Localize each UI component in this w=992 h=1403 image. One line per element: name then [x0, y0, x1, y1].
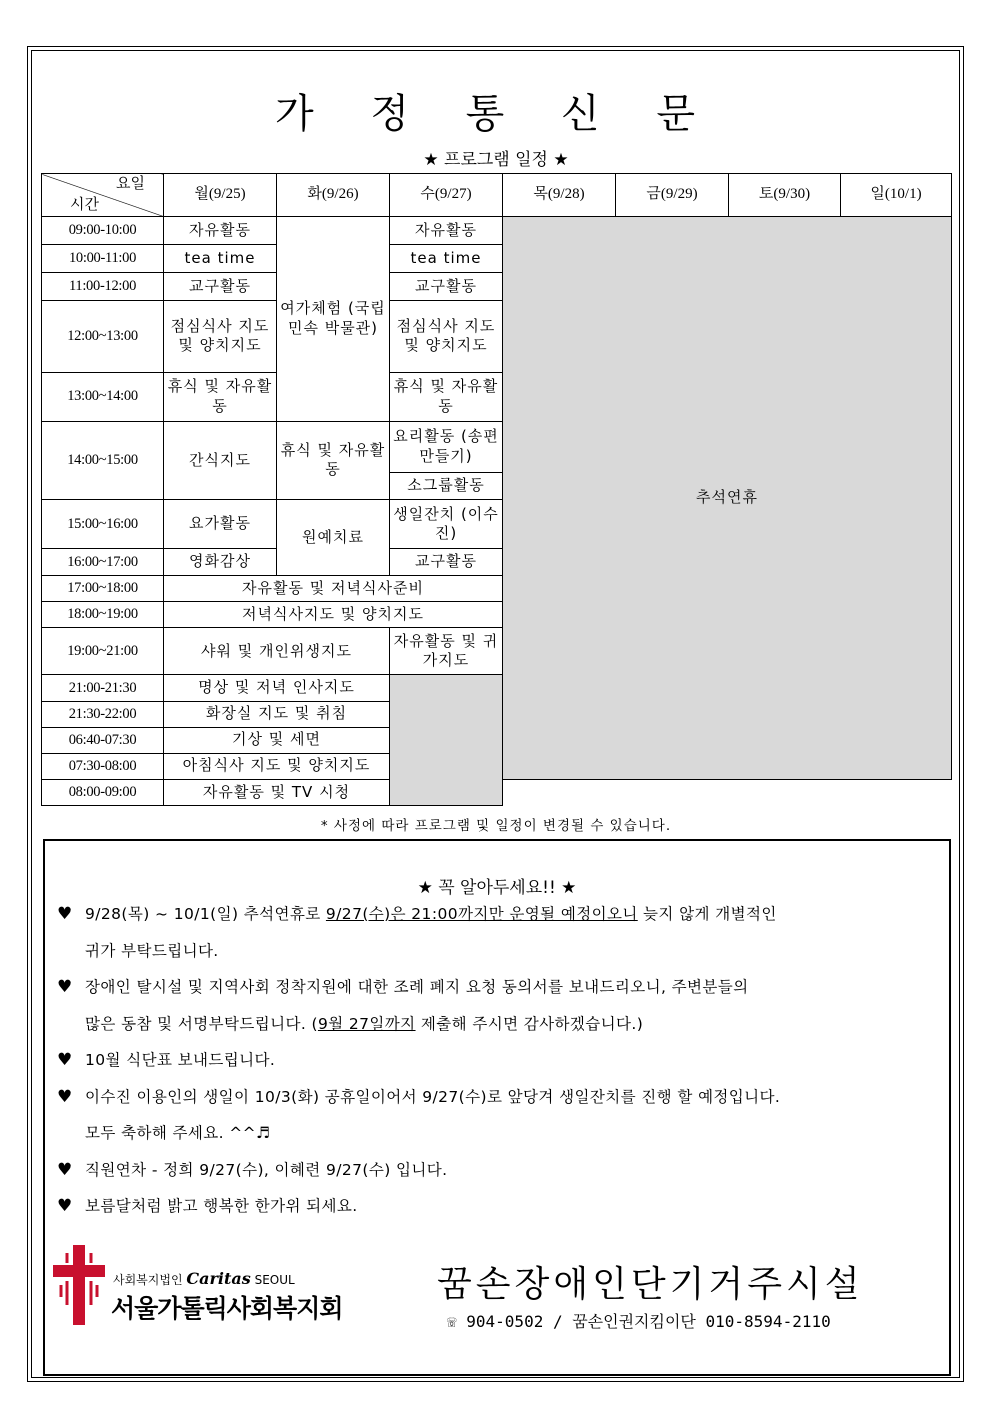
wed-birthday-activity: 생일잔치 (이수진): [390, 499, 503, 548]
heart-icon: ♥: [57, 904, 73, 924]
wed-activity: 교구활동: [390, 549, 503, 576]
span-activity: 저녁식사지도 및 양치지도: [164, 602, 503, 628]
span-activity: 샤워 및 개인위생지도: [164, 628, 390, 675]
time-cell: 06:40-07:30: [42, 727, 164, 753]
wed-cooking-activity: 요리활동 (송편만들기): [390, 421, 503, 472]
notice-text: 이수진 이용인의 생일이 10/3(화) 공휴일이어서 9/27(수)로 앞당겨 생일잔치를 진행 할 예정입니다.: [85, 1087, 781, 1106]
contact-info: ☏ 904-0502 / 꿈손인권지킴이단 010-8594-2110: [447, 1312, 831, 1331]
notice-title: ★ 꼭 알아두세요!! ★: [417, 878, 577, 898]
notice-list: [55, 896, 935, 1225]
wed-small-group-activity: 소그룹활동: [390, 472, 503, 499]
heart-icon: ♥: [57, 977, 73, 997]
time-cell: 11:00-12:00: [42, 273, 164, 301]
mon-activity: 요가활동: [164, 499, 277, 548]
mon-activity: 휴식 및 자유활동: [164, 372, 277, 421]
day-header-sat: 토(9/30): [729, 174, 841, 217]
page-title: 가 정 통 신 문: [274, 91, 718, 137]
wed-activity: 자유활동: [390, 217, 503, 245]
list-item: [55, 1188, 935, 1225]
day-header-sun: 일(10/1): [841, 174, 952, 217]
mon-activity: tea time: [164, 245, 277, 273]
notice-text: 직원연차 - 정희 9/27(수), 이혜련 9/27(수) 입니다.: [85, 1160, 448, 1179]
wed-activity: 교구활동: [390, 273, 503, 301]
wed-activity: 휴식 및 자유활동: [390, 372, 503, 421]
wed-activity: 자유활동 및 귀가지도: [390, 628, 503, 675]
time-cell: 08:00-09:00: [42, 779, 164, 805]
notice-underlined-text: 9월 27일까지: [317, 1014, 416, 1033]
corner-cell: [42, 174, 164, 217]
wed-activity: 점심식사 지도 및 양치지도: [390, 301, 503, 372]
list-item: [55, 896, 935, 969]
heart-icon: ♥: [57, 1196, 73, 1216]
corner-day-label: 요일: [116, 176, 145, 192]
notice-text: 귀가 부탁드립니다.: [85, 941, 219, 960]
notice-text: 보름달처럼 밝고 행복한 한가위 되세요.: [85, 1197, 358, 1215]
day-header-fri: 금(9/29): [616, 174, 729, 217]
time-cell: 14:00~15:00: [42, 421, 164, 499]
time-cell: 07:30-08:00: [42, 753, 164, 779]
time-cell: 16:00~17:00: [42, 549, 164, 576]
span-activity: 아침식사 지도 및 양치지도: [164, 753, 390, 779]
facility-name: 꿈손장애인단기거주시설: [437, 1264, 864, 1305]
time-cell: 10:00-11:00: [42, 245, 164, 273]
caritas-logo: [53, 1241, 373, 1331]
notice-underlined-text: 9/27(수)은 21:00까지만 운영될 예정이오니: [325, 905, 638, 923]
time-cell: 21:30-22:00: [42, 701, 164, 727]
org-brand: Caritas: [186, 1269, 251, 1288]
span-activity: 기상 및 세면: [164, 727, 390, 753]
mon-activity: 간식지도: [164, 421, 277, 499]
mon-activity: 교구활동: [164, 273, 277, 301]
day-header-thu: 목(9/28): [503, 174, 616, 217]
mon-activity: 점심식사 지도 및 양치지도: [164, 301, 277, 372]
day-header-tue: 화(9/26): [277, 174, 390, 217]
wed-empty-cell: [390, 675, 503, 806]
day-header-mon: 월(9/25): [164, 174, 277, 217]
notice-text: 장애인 탈시설 및 지역사회 정착지원에 대한 조례 폐지 요청 동의서를 보내드리오니, 주변분들의: [85, 978, 749, 996]
notice-text: 모두 축하해 주세요. ^^♬: [85, 1124, 271, 1142]
notice-text: 많은 동참 및 서명부탁드립니다. (: [85, 1014, 318, 1033]
notice-text: 늦지 않게 개별적인: [637, 905, 777, 923]
time-cell: 19:00~21:00: [42, 628, 164, 675]
tue-rest-activity: 휴식 및 자유활동: [277, 421, 390, 499]
list-item: [55, 969, 935, 1042]
time-cell: 17:00~18:00: [42, 576, 164, 602]
header-row: [42, 174, 952, 217]
table-row: [42, 217, 952, 245]
wed-activity: tea time: [390, 245, 503, 273]
heart-icon: ♥: [57, 1050, 73, 1070]
notice-box: [43, 839, 951, 1376]
org-name: 서울가톨릭사회복지회: [111, 1294, 343, 1323]
notice-text: 9/28(목) ~ 10/1(일) 추석연휴로: [85, 905, 326, 923]
corner-time-label: 시간: [70, 196, 99, 213]
list-item: [55, 1042, 935, 1079]
day-header-wed: 수(9/27): [390, 174, 503, 217]
mon-activity: 영화감상: [164, 549, 277, 576]
schedule-table: [41, 173, 952, 806]
list-item: [55, 1152, 935, 1189]
heart-icon: ♥: [57, 1086, 73, 1107]
org-prefix: 사회복지법인: [113, 1273, 183, 1287]
time-cell: 12:00~13:00: [42, 301, 164, 372]
span-activity: 자유활동 및 저녁식사준비: [164, 576, 503, 602]
org-city: SEOUL: [254, 1273, 295, 1287]
holiday-cell: 추석연휴: [503, 217, 952, 780]
span-activity: 화장실 지도 및 취침: [164, 701, 390, 727]
time-cell: 21:00-21:30: [42, 675, 164, 701]
mon-activity: 자유활동: [164, 217, 277, 245]
tue-garden-activity: 원예치료: [277, 499, 390, 575]
time-cell: 09:00-10:00: [42, 217, 164, 245]
time-cell: 15:00~16:00: [42, 499, 164, 548]
time-cell: 18:00~19:00: [42, 602, 164, 628]
time-cell: 13:00~14:00: [42, 372, 164, 421]
heart-icon: ♥: [57, 1159, 73, 1180]
tue-leisure-activity: 여가체험 (국립민속 박물관): [277, 217, 390, 422]
notice-text: 제출해 주시면 감사하겠습니다.): [415, 1014, 644, 1033]
span-activity: 자유활동 및 TV 시청: [164, 779, 390, 805]
notice-text: 10월 식단표 보내드립니다.: [85, 1051, 276, 1069]
list-item: [55, 1079, 935, 1152]
caritas-cross-icon: [53, 1245, 105, 1325]
span-activity: 명상 및 저녁 인사지도: [164, 675, 390, 701]
schedule-subtitle: ★ 프로그램 일정 ★: [423, 150, 569, 170]
org-subtitle: [113, 1269, 295, 1288]
schedule-change-note: * 사정에 따라 프로그램 및 일정이 변경될 수 있습니다.: [320, 818, 672, 834]
